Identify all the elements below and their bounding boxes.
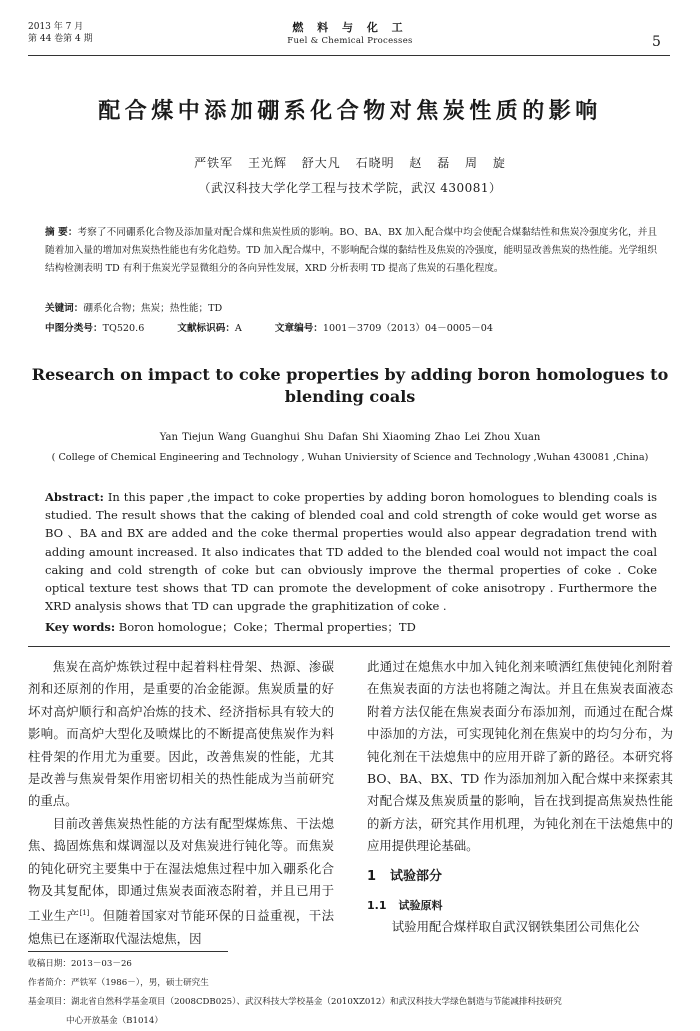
authors-cn: 严铁军 王光辉 舒大凡 石晓明 赵 磊 周 旋	[194, 156, 506, 170]
page-number: 5	[652, 34, 661, 50]
body-paragraph: 此通过在熄焦水中加入钝化剂来喷洒红焦使钝化剂附着在焦炭表面的方法也将随之淘汰。并且在焦炭表面液态附着方法仅能在焦炭表面分布添加剂，而通过在配合煤中添加的方法，可实现钝化剂在焦炭中的均匀分布，为钝化剂在干法熄焦中的应用开辟了新的路径。本研究将 BO、BA、BX、TD 作为添加剂加入配合煤中来探索其对配合煤及焦炭质量的影响，旨在找到提高焦炭热性能的新方法，研究其作用机理，为钝化剂在干法熄焦中的应用提供理论基础。	[367, 659, 673, 854]
abstract-cn-label: 摘 要：	[45, 227, 78, 238]
authors-en: Yan Tiejun Wang Guanghui Shu Dafan Shi Xiaoming Zhao Lei Zhou Xuan	[159, 432, 541, 443]
footnote-divider	[28, 951, 228, 952]
citation-ref: [1]	[79, 909, 90, 918]
header-divider	[28, 55, 670, 56]
keywords-en-label: Key words:	[45, 620, 116, 634]
abstract-en	[45, 488, 657, 615]
keywords-cn-label: 关键词：	[45, 303, 84, 314]
volume-issue: 第 44 卷第 4 期	[28, 34, 93, 44]
abstract-cn	[45, 224, 657, 278]
footnotes	[28, 955, 678, 1031]
abstract-en-label: Abstract:	[45, 490, 104, 504]
doc-code-label: 文献标识码：	[177, 323, 235, 334]
doc-code-value: A	[234, 323, 242, 334]
section-title: 试验部分	[390, 868, 443, 884]
body-paragraph: 试验用配合煤样取自武汉钢铁集团公司焦化公	[391, 918, 640, 934]
keywords-cn	[45, 300, 222, 314]
keywords-en-text: Boron homologue；Coke；Thermal properties；TD	[118, 620, 416, 634]
journal-header	[0, 19, 700, 46]
author-bio: 作者简介：严铁军（1986－），男，硕士研究生	[28, 978, 209, 988]
subsection-number: 1.1	[367, 898, 387, 912]
funding-info-cont: 中心开放基金（B1014）	[66, 1016, 163, 1026]
abstract-divider	[28, 646, 670, 647]
clc-value: TQ520.6	[102, 323, 145, 334]
issue-date: 2013 年 7 月	[28, 22, 84, 32]
subsection-heading	[367, 896, 673, 916]
subsection-title: 试验原料	[398, 898, 443, 912]
body-paragraph	[28, 813, 334, 951]
paragraph-text: 目前改善焦炭热性能的方法有配型煤炼焦、干法熄焦、捣固炼焦和煤调湿以及对焦炭进行钝化等。而焦炭的钝化研究主要集中于在湿法熄焦过程中加入硼系化合物及其复配体，即通过焦炭表面液态附着，并且已用于工业生产	[28, 815, 334, 924]
paper-title-cn: 配合煤中添加硼系化合物对焦炭性质的影响	[98, 98, 602, 124]
article-number-label: 文章编号：	[274, 323, 323, 334]
abstract-cn-text: 考察了不同硼系化合物及添加量对配合煤和焦炭性质的影响。BO、BA、BX 加入配合煤中均会使配合煤黏结性和焦炭冷强度劣化，并且随着加入量的增加对焦炭热性能也有劣化趋势。TD 加入配合煤中，不影响配合煤的黏结性及焦炭的冷强度，能明显改善焦炭的热性能。光学组织结构检测表明 TD 有利于焦炭光学显微组分的各向异性发展，XRD 分析表明 TD 提高了焦炭的石墨化程度。	[45, 227, 657, 274]
article-number-value: 1001－3709（2013）04－0005－04	[322, 323, 493, 334]
section-number: 1	[367, 868, 377, 884]
affiliation-cn: （武汉科技大学化学工程与技术学院，武汉 430081）	[198, 181, 502, 195]
received-date: 收稿日期：2013－03－26	[28, 959, 132, 969]
clc-label: 中图分类号：	[45, 323, 103, 334]
affiliation-en: ( College of Chemical Engineering and Technology , Wuhan Univiersity of Science and Technology ,Wuhan 430081 ,China)	[51, 452, 649, 463]
journal-title-cn: 燃 料 与 化 工	[292, 21, 408, 34]
keywords-en	[45, 619, 416, 635]
body-column-right	[367, 656, 673, 938]
paper-title-en: Research on impact to coke properties by adding boron homologues to blending coals	[31, 365, 669, 406]
body-column-left	[28, 656, 334, 950]
paragraph-text: 。但随着国家对节能环保的日益重视，干法熄焦已在逐渐取代湿法熄焦，因	[28, 908, 335, 946]
journal-title-en: Fuel & Chemical Processes	[287, 36, 413, 46]
body-paragraph: 焦炭在高炉炼铁过程中起着料柱骨架、热源、渗碳剂和还原剂的作用，是重要的冶金能源。焦炭质量的好坏对高炉顺行和高炉冶炼的技术、经济指标具有较大的影响。而高炉大型化及喷煤比的不断提高使焦炭作为料柱骨架的作用尤为重要。因此，改善焦炭的性能，尤其是改善与焦炭骨架作用密切相关的热性能成为当前研究的重点。	[28, 659, 334, 809]
keywords-cn-text: 硼系化合物；焦炭；热性能；TD	[83, 303, 223, 314]
abstract-en-text: In this paper ,the impact to coke properties by adding boron homologues to blending coals is studied. The result shows that the caking of blended coal and cold strength of coke would get worse as BO 、BA and BX are added and the coke thermal properties would also appear degradation trend with adding amount increased. It also indicates that TD added to the blended coal would not impact the coal caking and cold strength of coke but can obviously improve the thermal properties of coke . Coke optical texture test shows that TD can promote the development of coke anisotropy . Furthermore the XRD analysis shows that TD can upgrade the graphitization of coke .	[45, 490, 658, 614]
funding-info: 基金项目：湖北省自然科学基金项目（2008CDB025）、武汉科技大学校基金（2010XZ012）和武汉科技大学绿色制造与节能减排科技研究	[28, 997, 562, 1007]
classification-line	[45, 320, 665, 334]
section-heading	[367, 866, 673, 888]
